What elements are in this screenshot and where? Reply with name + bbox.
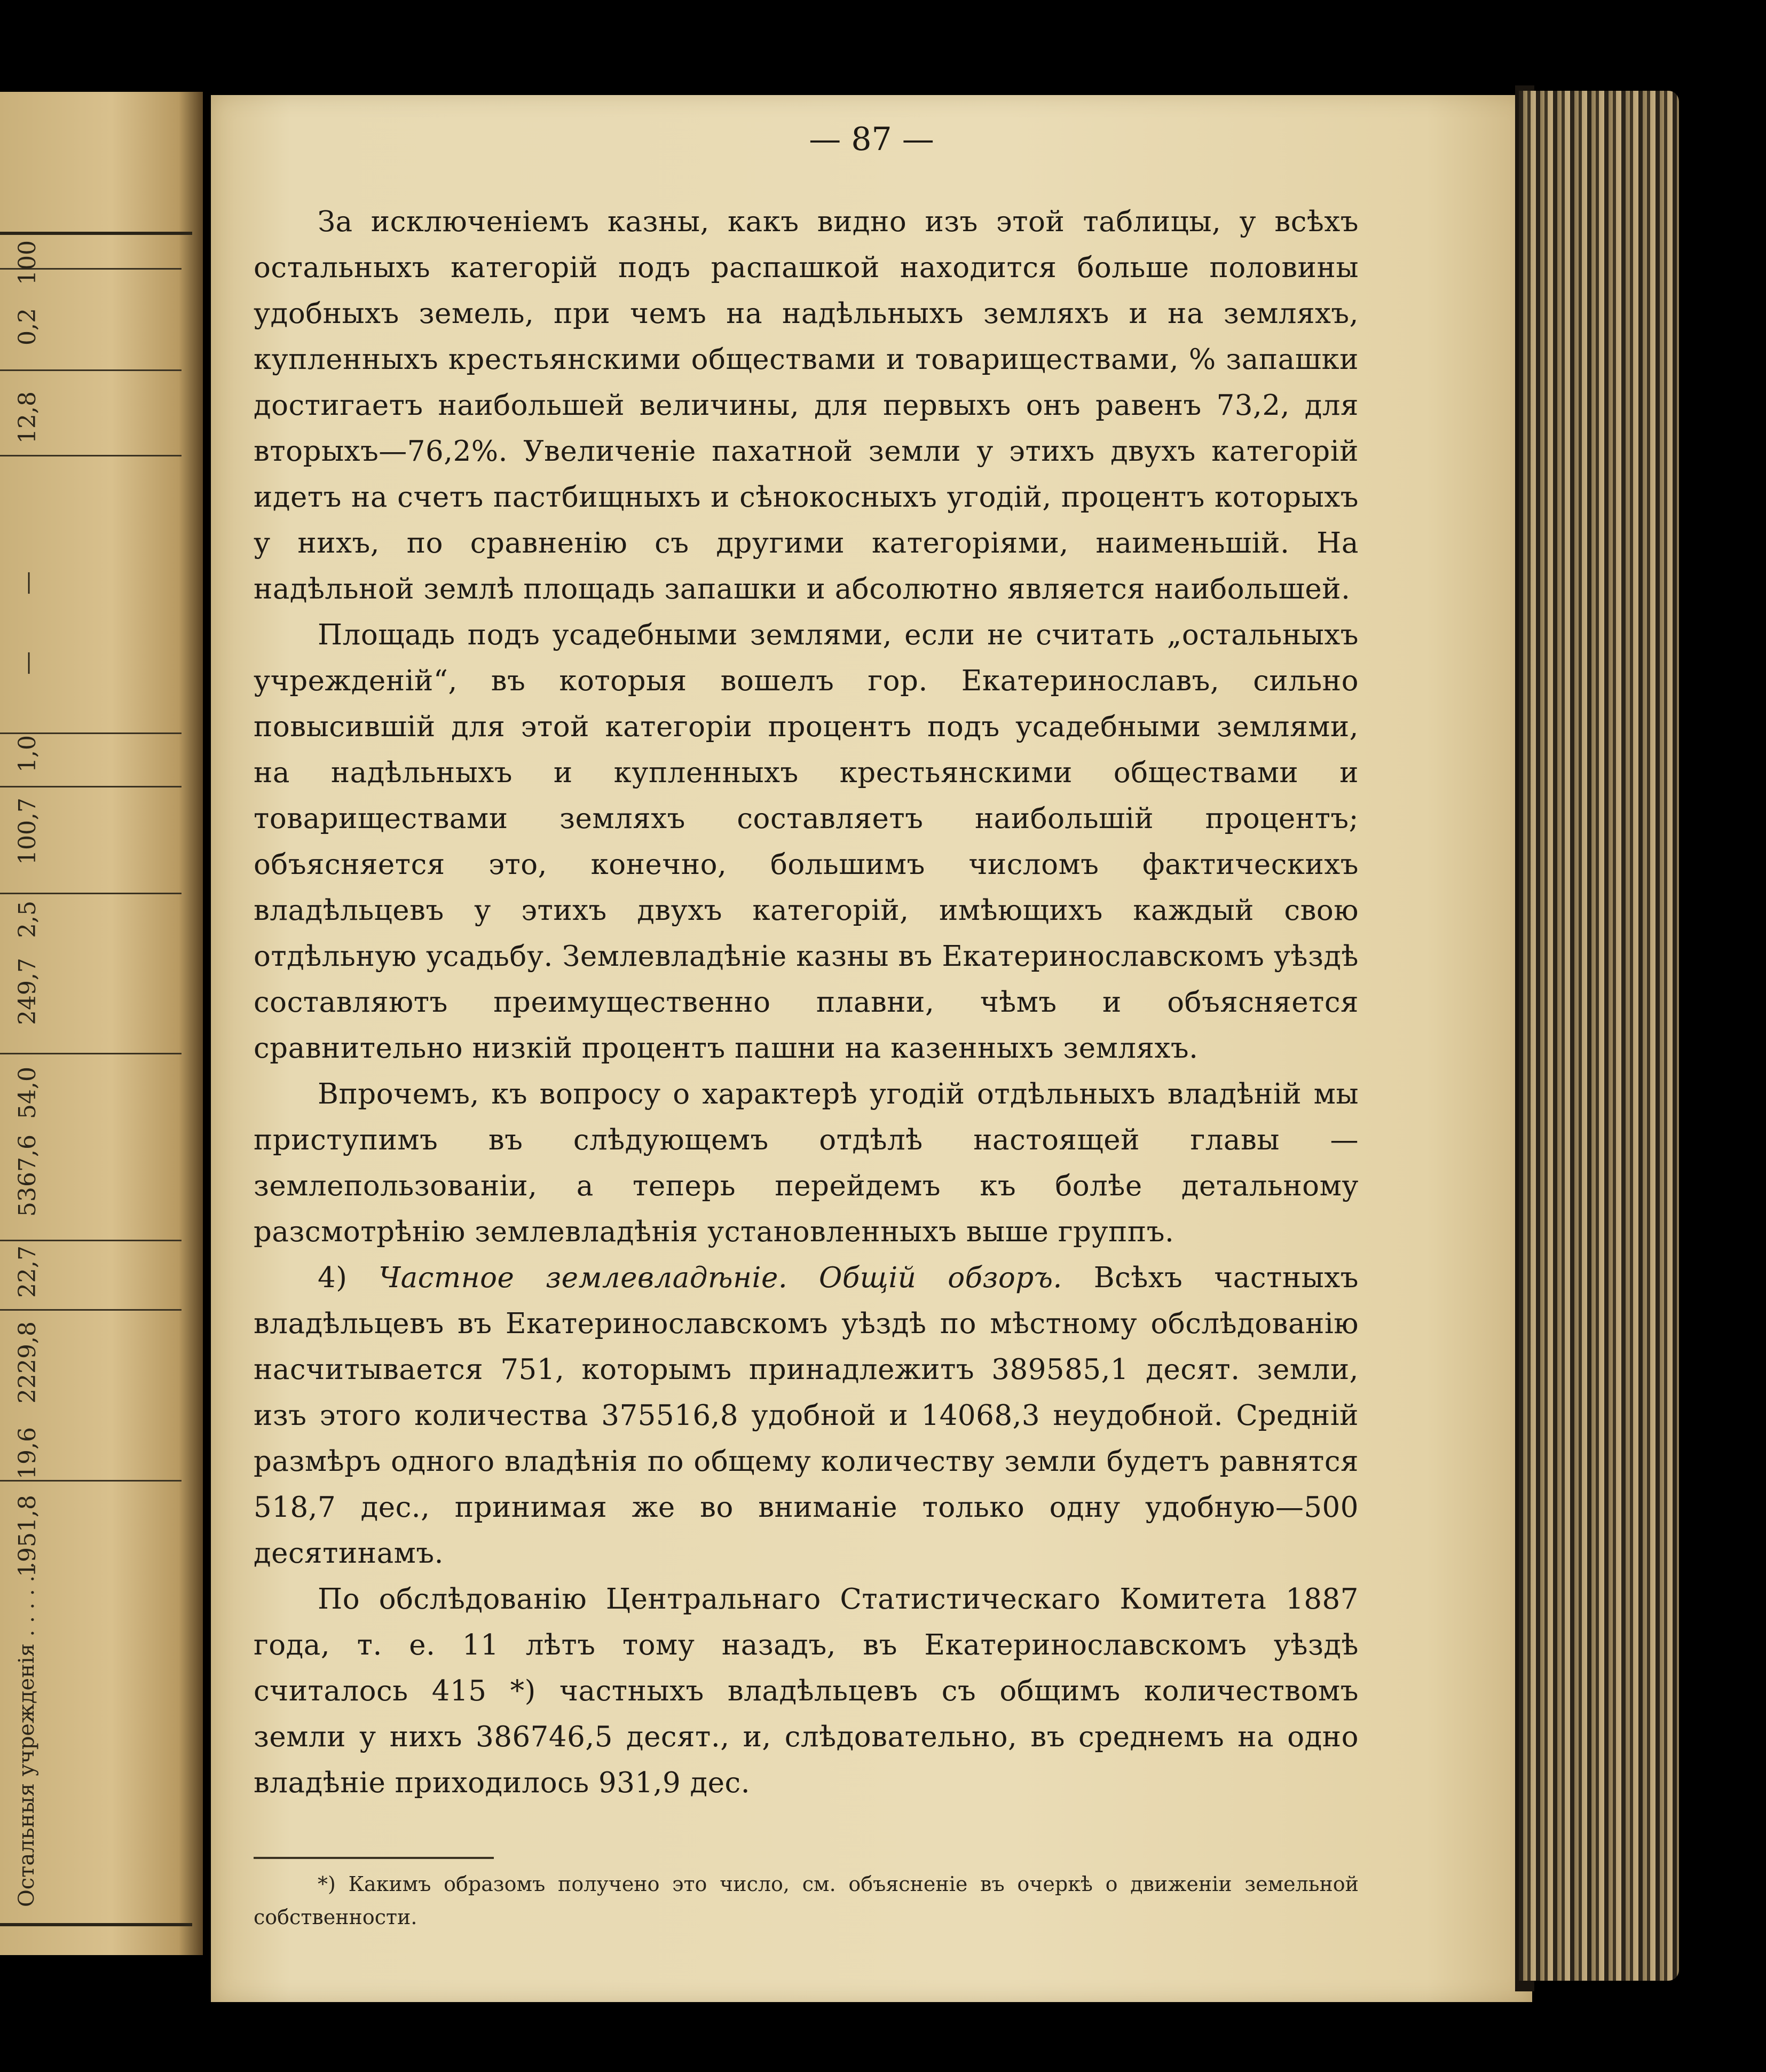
table-cell: 100 bbox=[14, 240, 41, 285]
table-cell: 2,5 bbox=[14, 901, 41, 938]
table-rule bbox=[0, 786, 182, 787]
table-cell: 12,8 bbox=[14, 391, 41, 444]
table-cell: Остальныя учрежденія . . . . . . bbox=[14, 1562, 39, 1907]
table-cell: 2229,8 bbox=[14, 1321, 41, 1404]
paragraph: По обслѣдованію Центральнаго Статистическаго Комитета 1887 года, т. е. 11 лѣтъ тому назадъ, въ Екатеринославскомъ уѣздѣ считалось 415 *) частныхъ владѣльцевъ съ общимъ количествомъ земли у нихъ 386746,5 десят., и, слѣдовательно, въ среднемъ на одно владѣніе приходилось 931,9 дес. bbox=[254, 1583, 1359, 1799]
table-cell: 0,2 bbox=[14, 308, 41, 345]
table-rule bbox=[0, 1309, 182, 1311]
section-paragraph bbox=[254, 1255, 1359, 1577]
section-title: Частное землевладѣніе. Общій обзоръ. bbox=[379, 1262, 1062, 1294]
table-cell: 100,7 bbox=[14, 798, 41, 865]
paragraph: Площадь подъ усадебными землями, если не считать „остальныхъ учрежденій“, въ которыя вошелъ гор. Екатеринославъ, сильно повысившій для этой категоріи процентъ подъ усадебными землями, на надѣльныхъ и купленныхъ крестьянскими обществами и товариществами земляхъ составляетъ наибольшій процентъ; объясняется это, конечно, большимъ числомъ фактическихъ владѣльцевъ у этихъ двухъ категорій, имѣющихъ каждый свою отдѣльную усадьбу. Землевладѣніе казны въ Екатеринославскомъ уѣздѣ составляютъ преимущественно плавни, чѣмъ и объясняется сравнительно низкій процентъ пашни на казенныхъ земляхъ. bbox=[254, 619, 1359, 1065]
table-cell: 54,0 bbox=[14, 1067, 41, 1119]
table-cell: 1951,8 bbox=[14, 1495, 41, 1577]
table-cell: — bbox=[14, 571, 41, 595]
paragraph: Впрочемъ, къ вопросу о характерѣ угодій отдѣльныхъ владѣній мы приступимъ въ слѣдующемъ отдѣлѣ настоящей главы — землепользованіи, а теперь перейдемъ къ болѣе детальному разсмотрѣнію землевладѣнія установленныхъ выше группъ. bbox=[254, 1078, 1359, 1248]
table-cell: 1,0 bbox=[14, 735, 41, 773]
section-number: 4) bbox=[318, 1262, 348, 1294]
table-rule bbox=[0, 1480, 182, 1482]
body-text bbox=[254, 199, 1359, 1806]
left-page-fragment bbox=[0, 92, 203, 1955]
page-edges bbox=[1519, 91, 1679, 1981]
table-rule bbox=[0, 1923, 192, 1926]
table-cell: 5367,6 bbox=[14, 1135, 41, 1217]
table-cell: — bbox=[14, 651, 41, 675]
footnote-divider bbox=[254, 1857, 494, 1859]
table-cell: 249,7 bbox=[14, 958, 41, 1025]
table-rule bbox=[0, 232, 192, 235]
book-page bbox=[211, 95, 1532, 2002]
table-rule bbox=[0, 369, 182, 371]
page-number: — 87 — bbox=[809, 121, 934, 158]
table-cell: 19,6 bbox=[14, 1427, 41, 1479]
table-rule bbox=[0, 1053, 182, 1054]
footnote: *) Какимъ образомъ получено это число, см. объясненіе въ очеркѣ о движеніи земельной собственности. bbox=[254, 1872, 1359, 1929]
paragraph: За исключеніемъ казны, какъ видно изъ этой таблицы, у всѣхъ остальныхъ категорій подъ распашкой находится больше половины удобныхъ земель, при чемъ на надѣльныхъ земляхъ и на земляхъ, купленныхъ крестьянскими обществами и товариществами, % запашки достигаетъ наибольшей величины, для первыхъ онъ равенъ 73,2, для вторыхъ—76,2%. Увеличеніе пахатной земли у этихъ двухъ категорій идетъ на счетъ пастбищныхъ и сѣнокосныхъ угодій, процентъ которыхъ у нихъ, по сравненію съ другими категоріями, наименьшій. На надѣльной землѣ площадь запашки и абсолютно является наибольшей. bbox=[254, 206, 1359, 605]
table-rule bbox=[0, 455, 182, 456]
section-text: Всѣхъ частныхъ владѣльцевъ въ Екатеринославскомъ уѣздѣ по мѣстному обслѣдованію насчитывается 751, которымъ принадлежитъ 389585,1 десят. земли, изъ этого количества 375516,8 удобной и 14068,3 неудобной. Средній размѣръ одного владѣнія по общему количеству земли будетъ равнятся 518,7 дес., принимая же во вниманіе только одну удобную—500 десятинамъ. bbox=[254, 1262, 1359, 1570]
table-cell: 22,7 bbox=[14, 1246, 41, 1298]
